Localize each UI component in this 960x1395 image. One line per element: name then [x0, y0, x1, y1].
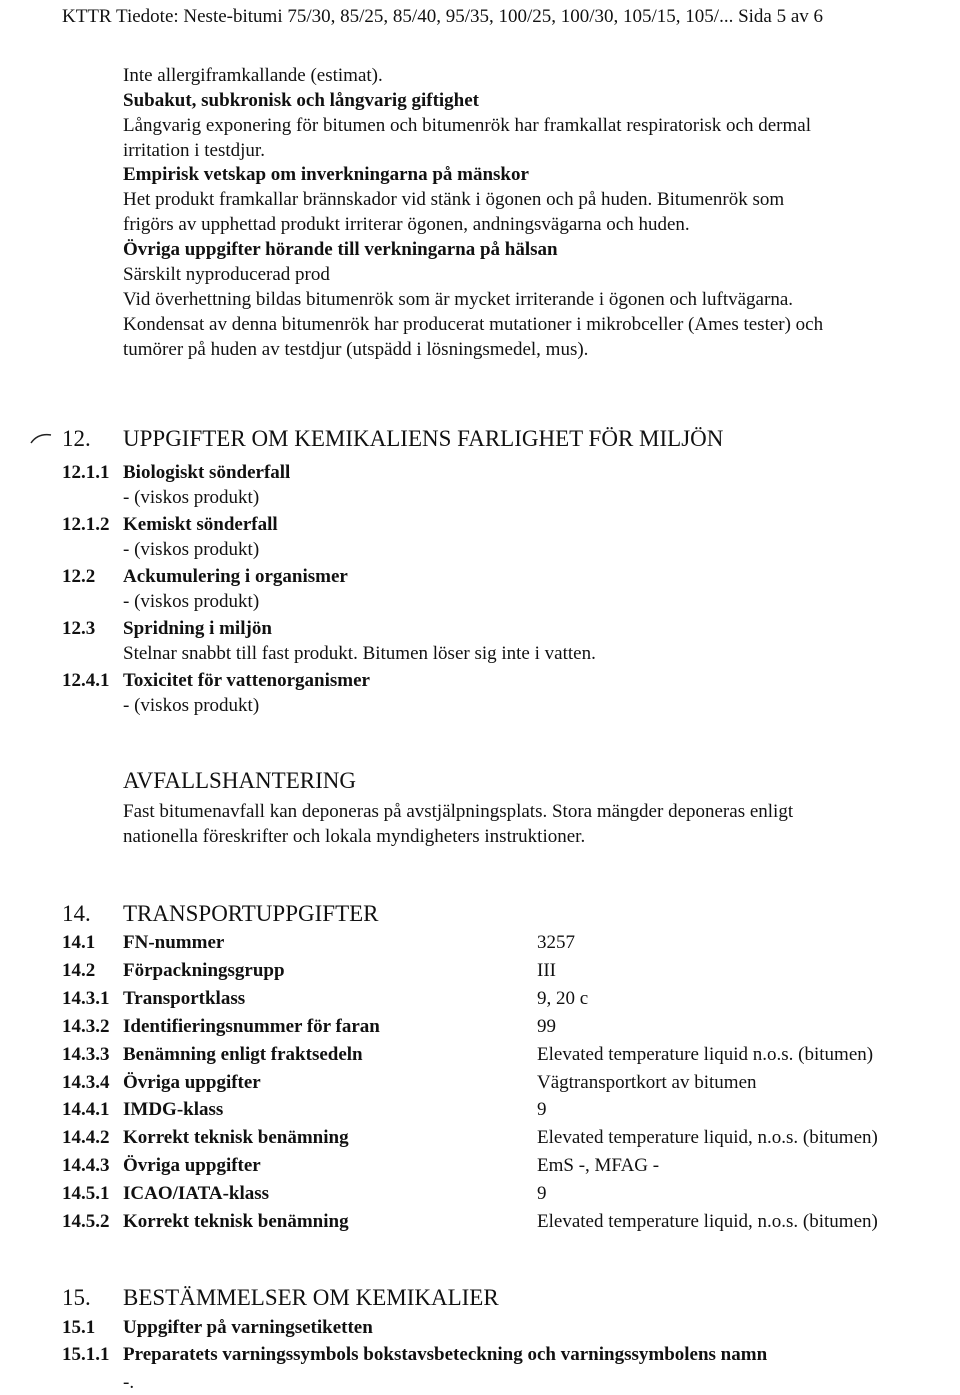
- item-15-1-1-number: 15.1.1: [62, 1344, 110, 1365]
- transport-row-number: 14.5.2: [62, 1211, 110, 1232]
- section-13-line-2: nationella föreskrifter och lokala myndigheters instruktioner.: [123, 826, 586, 847]
- transport-row-number: 14.3.3: [62, 1044, 110, 1065]
- item-12-1-1-text: - (viskos produkt): [123, 487, 260, 508]
- item-12-1-1-number: 12.1.1: [62, 462, 110, 483]
- paragraph-kondensat-1: Kondensat av denna bitumenrök har producerat mutationer i mikrobceller (Ames tester) och: [123, 314, 824, 335]
- transport-row-number: 14.1: [62, 932, 96, 953]
- item-12-1-2-number: 12.1.2: [62, 514, 110, 535]
- transport-row-label: Identifieringsnummer för faran: [123, 1016, 380, 1037]
- item-12-4-1-text: - (viskos produkt): [123, 695, 260, 716]
- item-12-3-number: 12.3: [62, 618, 96, 639]
- heading-ovriga: Övriga uppgifter hörande till verkningarna på hälsan: [123, 239, 558, 260]
- transport-row-value: Vägtransportkort av bitumen: [537, 1072, 757, 1093]
- section-14-title: TRANSPORTUPPGIFTER: [123, 901, 379, 926]
- transport-row-label: ICAO/IATA-klass: [123, 1183, 270, 1204]
- transport-row-number: 14.4.1: [62, 1099, 110, 1120]
- paragraph-longterm-1: Långvarig exponering för bitumen och bitumenrök har framkallat respiratorisk och dermal: [123, 115, 811, 136]
- item-12-1-2-title: Kemiskt sönderfall: [123, 514, 278, 535]
- item-12-4-1-number: 12.4.1: [62, 670, 110, 691]
- transport-row-label: FN-nummer: [123, 932, 225, 953]
- transport-row-value: 9, 20 c: [537, 988, 589, 1009]
- item-12-2-title: Ackumulering i organismer: [123, 566, 348, 587]
- transport-row-value: 99: [537, 1016, 556, 1037]
- transport-row-number: 14.3.1: [62, 988, 110, 1009]
- margin-mark-icon: [30, 432, 52, 444]
- item-12-3-text: Stelnar snabbt till fast produkt. Bitumen löser sig inte i vatten.: [123, 643, 596, 664]
- section-12-number: 12.: [62, 426, 91, 451]
- transport-row-label: Benämning enligt fraktsedeln: [123, 1044, 363, 1065]
- transport-row-label: IMDG-klass: [123, 1099, 224, 1120]
- section-15-title: BESTÄMMELSER OM KEMIKALIER: [123, 1285, 499, 1310]
- section-13-title: AVFALLSHANTERING: [123, 768, 356, 793]
- item-15-1-number: 15.1: [62, 1317, 96, 1338]
- transport-row-label: Korrekt teknisk benämning: [123, 1211, 349, 1232]
- paragraph-longterm-2: irritation i testdjur.: [123, 140, 265, 161]
- heading-subakut: Subakut, subkronisk och långvarig giftighet: [123, 90, 479, 111]
- transport-row-number: 14.4.2: [62, 1127, 110, 1148]
- paragraph-empirisk-2: frigörs av upphettad produkt irriterar ögonen, andningsvägarna och huden.: [123, 214, 690, 235]
- section-14-number: 14.: [62, 901, 91, 926]
- transport-row-value: Elevated temperature liquid, n.o.s. (bitumen): [537, 1211, 878, 1232]
- transport-row-number: 14.3.2: [62, 1016, 110, 1037]
- paragraph-allergy: Inte allergiframkallande (estimat).: [123, 65, 383, 86]
- transport-row-number: 14.3.4: [62, 1072, 110, 1093]
- heading-empirisk: Empirisk vetskap om inverkningarna på mänskor: [123, 164, 529, 185]
- section-12-title: UPPGIFTER OM KEMIKALIENS FARLIGHET FÖR MILJÖN: [123, 426, 724, 451]
- transport-row-label: Korrekt teknisk benämning: [123, 1127, 349, 1148]
- transport-row-value: 9: [537, 1183, 547, 1204]
- section-15-number: 15.: [62, 1285, 91, 1310]
- transport-row-number: 14.2: [62, 960, 96, 981]
- item-12-2-number: 12.2: [62, 566, 96, 587]
- transport-row-label: Förpackningsgrupp: [123, 960, 285, 981]
- transport-row-value: 9: [537, 1099, 547, 1120]
- paragraph-empirisk-1: Het produkt framkallar brännskador vid stänk i ögonen och på huden. Bitumenrök som: [123, 189, 785, 210]
- transport-row-value: III: [537, 960, 556, 981]
- transport-row-label: Övriga uppgifter: [123, 1155, 261, 1176]
- section-13-line-1: Fast bitumenavfall kan deponeras på avstjälpningsplats. Stora mängder deponeras enligt: [123, 801, 794, 822]
- item-12-1-2-text: - (viskos produkt): [123, 539, 260, 560]
- item-12-3-title: Spridning i miljön: [123, 618, 272, 639]
- paragraph-overhettning: Vid överhettning bildas bitumenrök som är mycket irriterande i ögonen och luftvägarna.: [123, 289, 794, 310]
- paragraph-nyproducerad: Särskilt nyproducerad prod: [123, 264, 330, 285]
- transport-row-value: Elevated temperature liquid, n.o.s. (bitumen): [537, 1127, 878, 1148]
- transport-row-number: 14.5.1: [62, 1183, 110, 1204]
- transport-row-value: 3257: [537, 932, 575, 953]
- item-12-2-text: - (viskos produkt): [123, 591, 260, 612]
- item-12-4-1-title: Toxicitet för vattenorganismer: [123, 670, 370, 691]
- item-15-1-1-title: Preparatets varningssymbols bokstavsbeteckning och varningssymbolens namn: [123, 1344, 768, 1365]
- page-header: KTTR Tiedote: Neste-bitumi 75/30, 85/25, 85/40, 95/35, 100/25, 100/30, 105/15, 105/... Sida 5 av 6: [62, 6, 824, 27]
- paragraph-kondensat-2: tumörer på huden av testdjur (utspädd i lösningsmedel, mus).: [123, 339, 589, 360]
- transport-row-label: Transportklass: [123, 988, 246, 1009]
- item-15-1-title: Uppgifter på varningsetiketten: [123, 1317, 373, 1338]
- transport-row-number: 14.4.3: [62, 1155, 110, 1176]
- transport-row-label: Övriga uppgifter: [123, 1072, 261, 1093]
- transport-row-value: EmS -, MFAG -: [537, 1155, 660, 1176]
- item-12-1-1-title: Biologiskt sönderfall: [123, 462, 291, 483]
- transport-row-value: Elevated temperature liquid n.o.s. (bitumen): [537, 1044, 874, 1065]
- section-15-tail: -.: [123, 1372, 135, 1393]
